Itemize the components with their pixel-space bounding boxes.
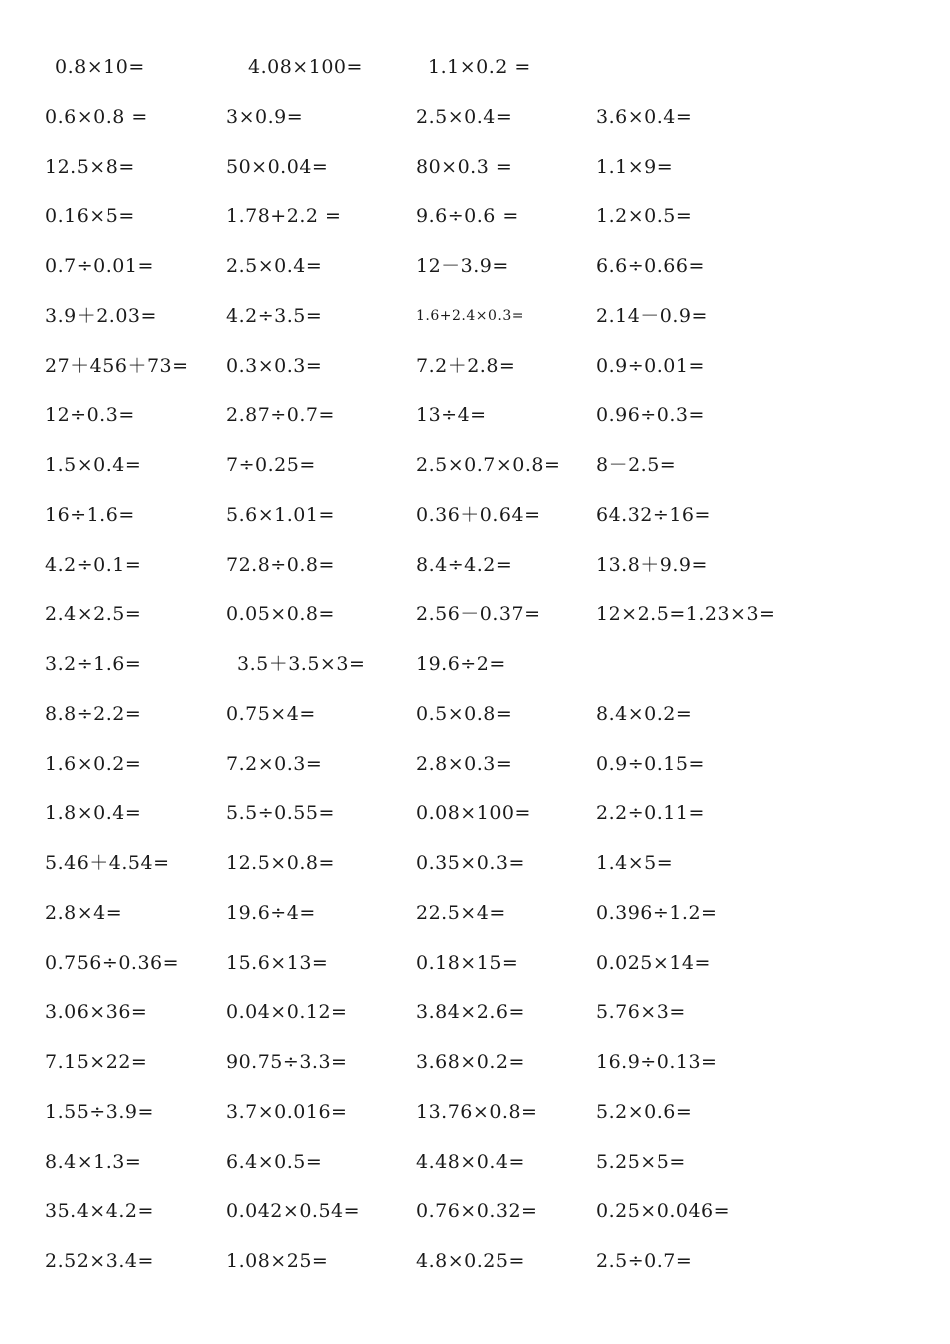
math-problem: 0.96÷0.3= [596, 404, 705, 426]
math-problem: 12－3.9= [416, 255, 509, 277]
math-problem: 0.9÷0.01= [596, 355, 705, 377]
math-problem: 1.78+2.2 = [226, 205, 342, 227]
math-problem: 13÷4= [416, 404, 487, 426]
math-problem: 0.18×15= [416, 952, 519, 974]
math-problem: 0.042×0.54= [226, 1200, 361, 1222]
math-problem: 3.84×2.6= [416, 1001, 525, 1023]
math-problem: 1.6+2.4×0.3= [416, 308, 524, 324]
problem-row [0, 1097, 950, 1127]
math-problem: 19.6÷2= [416, 653, 506, 675]
math-problem: 5.46＋4.54= [45, 852, 170, 874]
math-problem: 0.08×100= [416, 802, 531, 824]
math-problem: 80×0.3 = [416, 156, 513, 178]
math-problem: 0.756÷0.36= [45, 952, 180, 974]
math-problem: 2.5×0.7×0.8= [416, 454, 561, 476]
math-problem: 3.06×36= [45, 1001, 148, 1023]
problem-row [0, 550, 950, 580]
math-problem: 6.4×0.5= [226, 1151, 323, 1173]
math-problem: 0.8×10= [55, 56, 145, 78]
problem-row [0, 1147, 950, 1177]
math-problem: 8.8÷2.2= [45, 703, 142, 725]
problem-row [0, 898, 950, 928]
math-problem: 2.52×3.4= [45, 1250, 154, 1272]
math-problem: 64.32÷16= [596, 504, 711, 526]
math-problem: 5.6×1.01= [226, 504, 335, 526]
math-problem: 8－2.5= [596, 454, 677, 476]
math-problem: 3.5＋3.5×3= [237, 653, 366, 675]
math-problem: 3×0.9= [226, 106, 304, 128]
math-problem: 4.08×100= [248, 56, 363, 78]
problem-row [0, 301, 950, 331]
math-problem: 2.14－0.9= [596, 305, 708, 327]
math-problem: 4.2÷3.5= [226, 305, 323, 327]
math-problem: 0.04×0.12= [226, 1001, 348, 1023]
math-problem: 19.6÷4= [226, 902, 316, 924]
math-problem: 22.5×4= [416, 902, 506, 924]
math-problem: 0.16×5= [45, 205, 135, 227]
math-problem: 0.05×0.8= [226, 603, 335, 625]
math-problem: 12.5×8= [45, 156, 135, 178]
math-problem: 9.6÷0.6 = [416, 205, 519, 227]
math-problem: 35.4×4.2= [45, 1200, 154, 1222]
math-problem: 2.8×0.3= [416, 753, 513, 775]
problem-row [0, 749, 950, 779]
problem-row [0, 997, 950, 1027]
math-problem: 13.76×0.8= [416, 1101, 538, 1123]
math-problem: 1.6×0.2= [45, 753, 142, 775]
math-problem: 16.9÷0.13= [596, 1051, 718, 1073]
math-problem: 0.5×0.8= [416, 703, 513, 725]
math-problem: 2.5×0.4= [416, 106, 513, 128]
problem-row [0, 1047, 950, 1077]
problem-row [0, 599, 950, 629]
problem-row [0, 649, 950, 679]
math-problem: 7.2＋2.8= [416, 355, 516, 377]
math-problem: 12×2.5=1.23×3= [596, 603, 776, 625]
problem-row [0, 251, 950, 281]
math-problem: 2.4×2.5= [45, 603, 142, 625]
math-problem: 4.48×0.4= [416, 1151, 525, 1173]
math-problem: 0.35×0.3= [416, 852, 525, 874]
math-problem: 0.025×14= [596, 952, 711, 974]
math-problem: 0.396÷1.2= [596, 902, 718, 924]
math-problem: 2.87÷0.7= [226, 404, 335, 426]
math-problem: 16÷1.6= [45, 504, 135, 526]
math-problem: 1.08×25= [226, 1250, 329, 1272]
math-problem: 2.8×4= [45, 902, 123, 924]
math-problem: 3.6×0.4= [596, 106, 693, 128]
math-problem: 13.8＋9.9= [596, 554, 708, 576]
problem-row [0, 52, 950, 82]
math-problem: 2.5×0.4= [226, 255, 323, 277]
math-problem: 4.8×0.25= [416, 1250, 525, 1272]
math-problem: 27＋456＋73= [45, 355, 189, 377]
math-problem: 3.2÷1.6= [45, 653, 142, 675]
math-problem: 72.8÷0.8= [226, 554, 335, 576]
math-problem: 90.75÷3.3= [226, 1051, 348, 1073]
math-problem: 2.2÷0.11= [596, 802, 705, 824]
problem-row [0, 848, 950, 878]
math-problem: 0.76×0.32= [416, 1200, 538, 1222]
math-problem: 1.5×0.4= [45, 454, 142, 476]
problem-row [0, 400, 950, 430]
math-problem: 1.2×0.5= [596, 205, 693, 227]
math-problem: 8.4÷4.2= [416, 554, 513, 576]
problem-row [0, 102, 950, 132]
math-problem: 0.25×0.046= [596, 1200, 731, 1222]
math-problem: 7÷0.25= [226, 454, 316, 476]
math-problem: 2.5÷0.7= [596, 1250, 693, 1272]
math-problem: 7.15×22= [45, 1051, 148, 1073]
problem-row [0, 152, 950, 182]
math-problem: 5.25×5= [596, 1151, 686, 1173]
problem-row [0, 1246, 950, 1276]
math-problem: 8.4×0.2= [596, 703, 693, 725]
math-problem: 7.2×0.3= [226, 753, 323, 775]
math-problem: 8.4×1.3= [45, 1151, 142, 1173]
math-problem: 1.1×9= [596, 156, 674, 178]
math-problem: 0.7÷0.01= [45, 255, 154, 277]
problem-row [0, 798, 950, 828]
math-problem: 2.56－0.37= [416, 603, 541, 625]
math-problem: 0.9÷0.15= [596, 753, 705, 775]
math-problem: 0.75×4= [226, 703, 316, 725]
math-problem: 12.5×0.8= [226, 852, 335, 874]
math-problem: 5.5÷0.55= [226, 802, 335, 824]
problem-row [0, 351, 950, 381]
problem-row [0, 948, 950, 978]
problem-row [0, 500, 950, 530]
problem-row [0, 1196, 950, 1226]
problem-row [0, 699, 950, 729]
math-problem: 12÷0.3= [45, 404, 135, 426]
math-problem: 0.3×0.3= [226, 355, 323, 377]
math-problem: 15.6×13= [226, 952, 329, 974]
math-problem: 3.9＋2.03= [45, 305, 157, 327]
math-problem: 1.8×0.4= [45, 802, 142, 824]
math-problem: 5.2×0.6= [596, 1101, 693, 1123]
math-problem: 0.36＋0.64= [416, 504, 541, 526]
math-problem: 0.6×0.8 = [45, 106, 148, 128]
problem-row [0, 201, 950, 231]
math-problem: 3.7×0.016= [226, 1101, 348, 1123]
problem-row [0, 450, 950, 480]
math-problem: 4.2÷0.1= [45, 554, 142, 576]
math-problem: 1.1×0.2 = [428, 56, 531, 78]
math-problem: 5.76×3= [596, 1001, 686, 1023]
math-problem: 3.68×0.2= [416, 1051, 525, 1073]
math-problem: 1.55÷3.9= [45, 1101, 154, 1123]
math-problem: 1.4×5= [596, 852, 674, 874]
math-problem: 6.6÷0.66= [596, 255, 705, 277]
math-problem: 50×0.04= [226, 156, 329, 178]
